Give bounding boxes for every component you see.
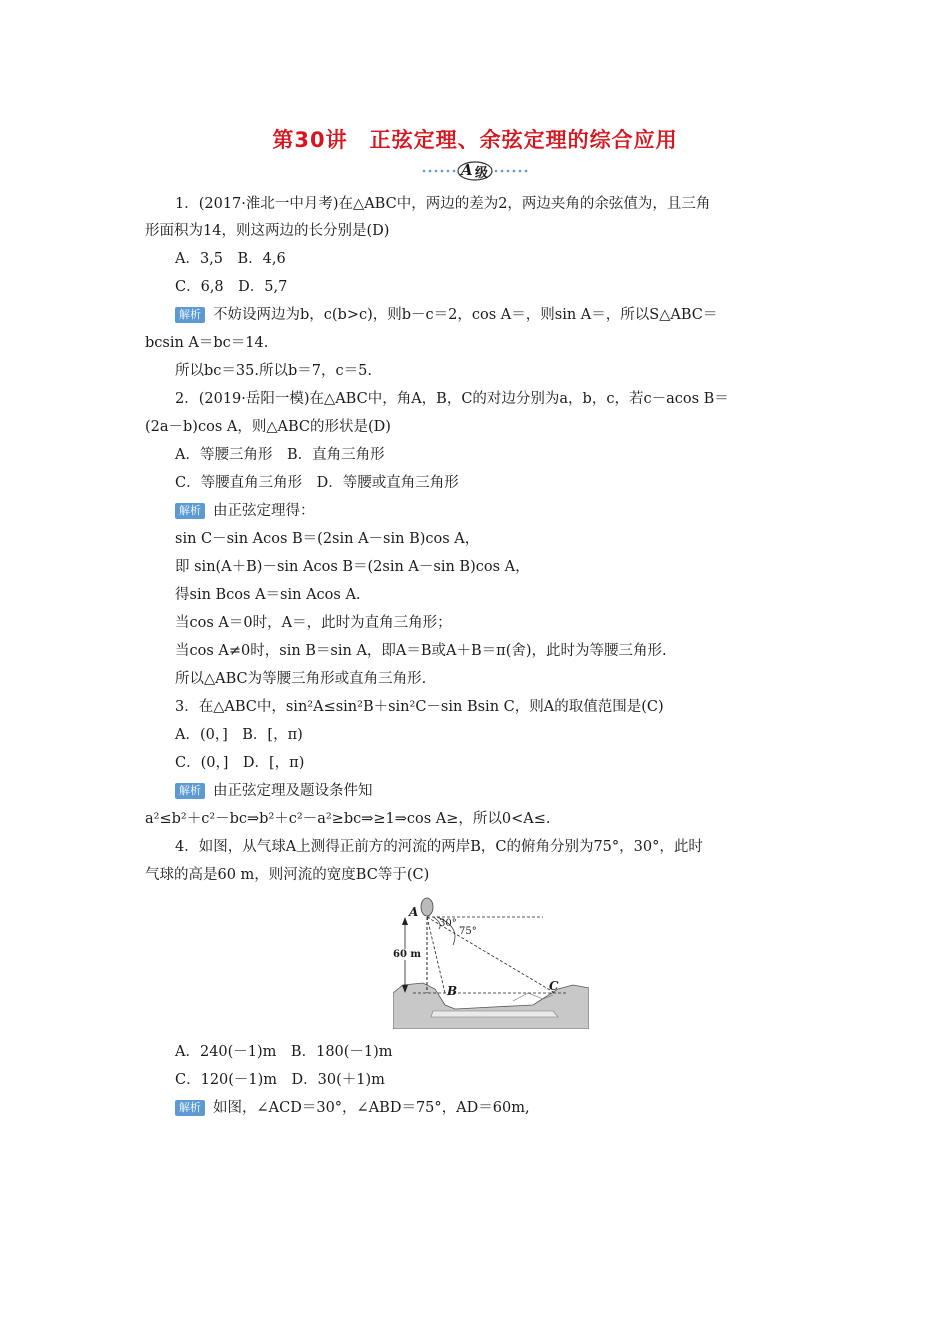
page-title: 第30讲 正弦定理、余弦定理的综合应用	[272, 128, 678, 152]
analysis-tag: 解析	[175, 307, 205, 323]
angle-75-label: 75°	[459, 926, 477, 937]
q3-options-1: A．(0，] B．[，π)	[175, 727, 303, 743]
analysis-tag: 解析	[175, 503, 205, 519]
q4-options-1: A．240(－1)m B．180(－1)m	[175, 1044, 393, 1060]
q3-options-2: C．(0，] D．[，π)	[175, 755, 305, 771]
point-a-label: A	[409, 905, 419, 919]
analysis-tag: 解析	[175, 1100, 205, 1116]
q2-analysis-5: 当cos A＝0时，A＝，此时为直角三角形；	[175, 615, 452, 631]
q4-line-2: 气球的高是60 m，则河流的宽度BC等于(C)	[145, 867, 430, 883]
q4-analysis-1: 解析 如图，∠ACD＝30°，∠ABD＝75°，AD＝60m,	[145, 1098, 845, 1118]
q4-options-2: C．120(－1)m D．30(＋1)m	[175, 1072, 385, 1088]
q3-line-1: 3．在△ABC中，sin²A≤sin²B＋sin²C－sin Bsin C，则A的取值范围是(C)	[175, 699, 664, 715]
q1-line-1: 1．(2017·淮北一中月考)在△ABC中，两边的差为2，两边夹角的余弦值为，且三角	[175, 196, 711, 212]
q2-line-2: (2a－b)cos A，则△ABC的形状是(D)	[145, 419, 391, 435]
q2-analysis-6: 当cos A≠0时，sin B＝sin A，即A＝B或A＋B＝π(舍)，此时为等腰三角形.	[175, 643, 667, 659]
q1-analysis-1: 解析 不妨设两边为b，c(b>c)，则b－c＝2，cos A＝，则sin A＝，所以S△ABC＝	[145, 305, 845, 325]
angle-30-label: 30°	[439, 918, 457, 929]
q2-options-2: C．等腰直角三角形 D．等腰或直角三角形	[175, 475, 459, 491]
level-badge	[420, 160, 530, 182]
balloon-river-figure	[393, 893, 589, 1029]
q2-analysis-4: 得sin Bcos A＝sin Acos A.	[175, 587, 361, 603]
q3-analysis-2: a²≤b²＋c²－bc⇒b²＋c²－a²≥bc⇒≥1⇒cos A≥，所以0<A≤.	[145, 811, 551, 827]
q2-line-1: 2．(2019·岳阳一模)在△ABC中，角A，B，C的对边分别为a，b，c，若c－acos B＝	[175, 391, 729, 407]
level-letter: A	[461, 161, 473, 179]
q1-options-2: C．6,8 D．5,7	[175, 279, 288, 295]
height-label: 60 m	[393, 949, 421, 960]
level-label: 级	[475, 166, 489, 181]
q1-analysis-3: 所以bc＝35.所以b＝7，c＝5.	[175, 363, 372, 379]
point-c-label: C	[549, 979, 559, 993]
point-b-label: B	[447, 984, 458, 998]
q2-options-1: A．等腰三角形 B．直角三角形	[175, 447, 385, 463]
q1-line-2: 形面积为14，则这两边的长分别是(D)	[145, 223, 390, 239]
q2-analysis-7: 所以△ABC为等腰三角形或直角三角形.	[175, 671, 427, 687]
q2-analysis-1: 解析 由正弦定理得：	[145, 501, 845, 521]
q4-line-1: 4．如图，从气球A上测得正前方的河流的两岸B，C的俯角分别为75°，30°，此时	[175, 839, 703, 855]
q1-analysis-2: bcsin A＝bc＝14.	[145, 335, 269, 351]
q2-analysis-2: sin C－sin Acos B＝(2sin A－sin B)cos A，	[175, 531, 480, 547]
q1-options-1: A．3,5 B．4,6	[175, 251, 286, 267]
q3-analysis-1: 解析 由正弦定理及题设条件知	[145, 781, 845, 801]
analysis-tag: 解析	[175, 783, 205, 799]
q2-analysis-3: 即 sin(A＋B)－sin Acos B＝(2sin A－sin B)cos A，	[175, 559, 530, 575]
